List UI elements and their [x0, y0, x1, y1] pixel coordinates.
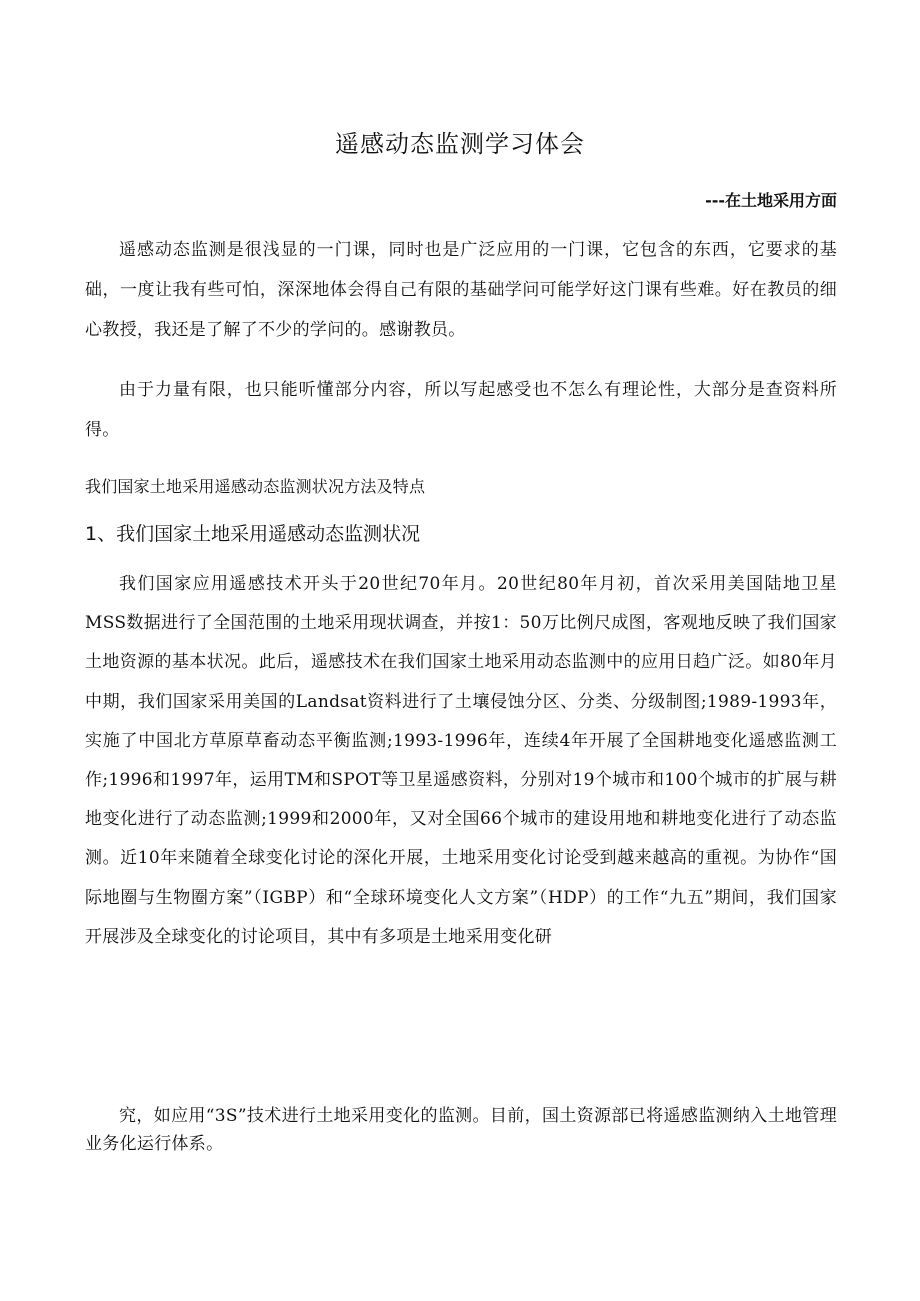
- document-title: 遥感动态监测学习体会: [335, 130, 585, 158]
- section-heading: 1、我们国家土地采用遥感动态监测状况: [85, 523, 421, 545]
- document-subtitle: ---在土地采用方面: [705, 191, 837, 210]
- limitation-paragraph: 由于力量有限，也只能听懂部分内容，所以写起感受也不怎么有理论性，大部分是查资料所得。: [85, 380, 837, 440]
- topic-heading: 我们国家土地采用遥感动态监测状况方法及特点: [85, 477, 426, 496]
- intro-paragraph: 遥感动态监测是很浅显的一门课，同时也是广泛应用的一门课，它包含的东西，它要求的基础，一度让我有些可怕，深深地体会得自己有限的基础学问可能学好这门课有些难。好在教员的细心教授，我还是了解了不少的学问的。感谢教员。: [85, 240, 837, 340]
- section-paragraph: 我们国家应用遥感技术开头于20世纪70年月。20世纪80年月初，首次采用美国陆地卫星MSS数据进行了全国范围的土地采用现状调查，并按1：50万比例尺成图，客观地反映了我们国家土地资源的基本状况。此后，遥感技术在我们国家土地采用动态监测中的应用日趋广泛。如80年月中期，我们国家采用美国的Landsat资料进行了土壤侵蚀分区、分类、分级制图;1989-1993年，实施了中国北方草原草畜动态平衡监测;1993-1996年，连续4年开展了全国耕地变化遥感监测工作;1996和1997年，运用TM和SPOT等卫星遥感资料，分别对19个城市和100个城市的扩展与耕地变化进行了动态监测;1999和2000年，又对全国66个城市的建设用地和耕地变化进行了动态监测。近10年来随着全球变化讨论的深化开展，土地采用变化讨论受到越来越高的重视。为协作“国际地圈与生物圈方案”（IGBP）和“全球环境变化人文方案”（HDP）的工作“九五”期间，我们国家开展涉及全球变化的讨论项目，其中有多项是土地采用变化研: [85, 574, 837, 947]
- closing-paragraph: 究，如应用“3S”技术进行土地采用变化的监测。目前，国土资源部已将遥感监测纳入土地管理业务化运行体系。: [85, 1106, 837, 1154]
